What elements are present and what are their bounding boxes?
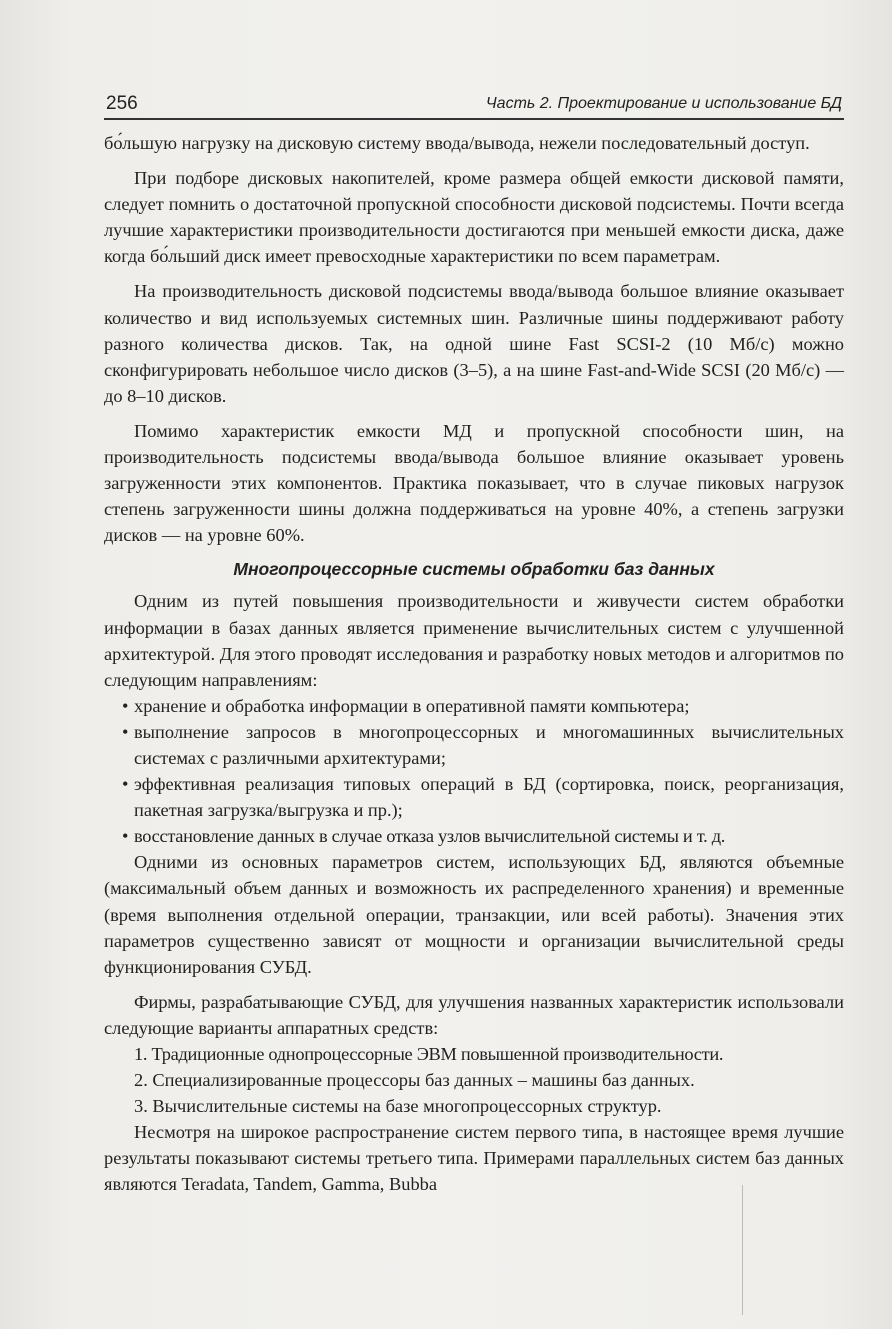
body-text [104, 130, 844, 1198]
section-heading: Многопроцессорные системы обработки баз данных [233, 559, 715, 580]
list-item: 1. Традиционные однопроцессорные ЭВМ повышенной производительности. [134, 1044, 724, 1064]
paragraph-load-level: Помимо характеристик емкости МД и пропускной способности шин, на производительность подсистемы ввода/вывода большое влияние оказывает уровень загруженности этих компонентов. Практика показывает, что в случае пиковых нагрузок степень загруженности шины должна поддерживаться на уровне 40%, а степень загрузки дисков — на уровне 60%. [104, 420, 844, 546]
page-header [104, 92, 844, 120]
paragraph-continuation: бо́льшую нагрузку на дисковую систему ввода/вывода, нежели последовательный доступ. [104, 133, 810, 153]
list-item: 2. Специализированные процессоры баз данных – машины баз данных. [134, 1070, 695, 1091]
list-item: • восстановление данных в случае отказа узлов вычислительной системы и т. д. [104, 823, 844, 849]
list-item: • выполнение запросов в многопроцессорных и многомашинных вычислительных системах с различными архитектурами; [104, 719, 844, 771]
paragraph-parallel-systems: Несмотря на широкое распространение систем первого типа, в настоящее время лучшие результаты показывают системы третьего типа. Примерами параллельных систем баз данных являются Teradata, Tandem, Gamma, Bubba [104, 1122, 844, 1195]
list-item: 3. Вычислительные системы на базе многопроцессорных структур. [134, 1096, 662, 1117]
paragraph-research-directions: Одним из путей повышения производительности и живучести систем обработки информации в базах данных является применение вычислительных систем с улучшенной архитектурой. Для этого проводят исследования и разработку новых методов и алгоритмов по следующим направлениям: [104, 591, 844, 690]
paragraph-parameters: Одними из основных параметров систем, использующих БД, являются объемные (максимальный объем данных и возможность их распределенного хранения) и временные (время выполнения отдельной операции, транзакции, или всей работы). Значения этих параметров существенно зависят от мощности и организации вычислительной среды функционирования СУБД. [104, 852, 844, 977]
hardware-variants-list [104, 1041, 844, 1119]
list-item: • эффективная реализация типовых операций в БД (сортировка, поиск, реорганизация, пакетная загрузка/выгрузка и пр.); [104, 771, 844, 823]
page-number: 256 [106, 93, 138, 114]
running-title: Часть 2. Проектирование и использование БД [485, 95, 842, 112]
paragraph-hardware-variants: Фирмы, разрабатывающие СУБД, для улучшения названных характеристик использовали следующие варианты аппаратных средств: [104, 991, 844, 1038]
list-item: • хранение и обработка информации в оперативной памяти компьютера; [104, 693, 844, 719]
scan-artifact-line [742, 1185, 743, 1315]
research-directions-list [104, 693, 844, 850]
paragraph-disk-selection: При подборе дисковых накопителей, кроме размера общей емкости дисковой памяти, следует помнить о достаточной пропускной способности дисковой подсистемы. Почти всегда лучшие характеристики производительности достигаются при меньшей емкости диска, даже когда бо́льший диск имеет превосходные характеристики по всем параметрам. [104, 168, 844, 267]
paragraph-system-buses: На производительность дисковой подсистемы ввода/вывода большое влияние оказывает количество и вид используемых системных шин. Различные шины поддерживают работу разного количества дисков. Так, на одной шине Fast SCSI-2 (10 Мб/с) можно сконфигурировать небольшое число дисков (3–5), а на шине Fast-and-Wide SCSI (20 Мб/с) — до 8–10 дисков. [104, 281, 844, 406]
